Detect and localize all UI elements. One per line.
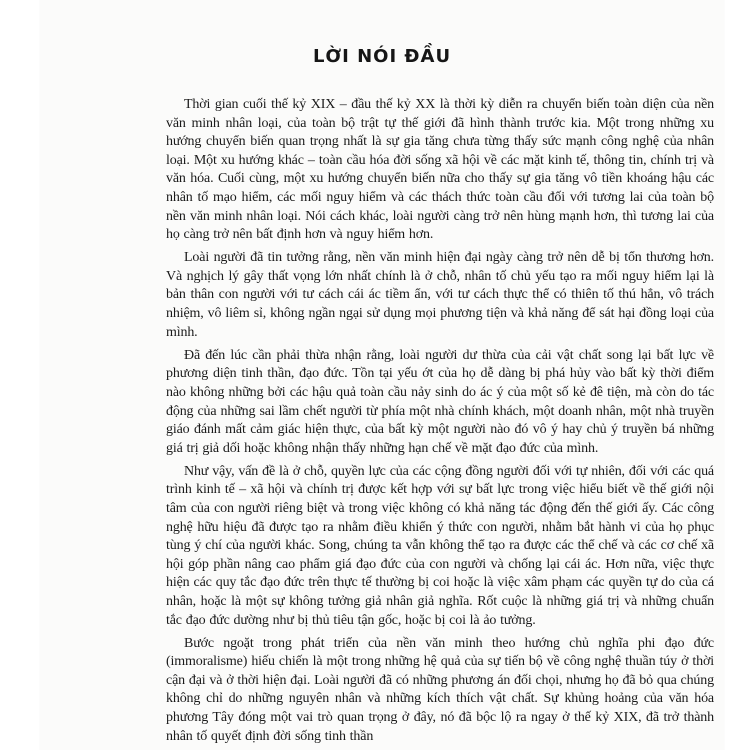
paragraph-5: Bước ngoặt trong phát triển của nền văn minh theo hướng chủ nghĩa phi đạo đức (immoralisme) hiếu chiến là một trong những hệ quả của sự tiến bộ về công nghệ thuần túy ở thời cận đại và ở thời hiện đại. Loài người đã có những phương án đối chọi, nhưng họ đã bỏ qua chúng không chỉ do những nguyên nhân và những kích thích vật chất. Sự khủng hoảng của văn hóa phương Tây đóng một vai trò quan trọng ở đây, nó đã bộc lộ ra ngay ở thế kỷ XIX, đã trở thành nhân tố quyết định đời sống tinh thần <box>166 635 714 744</box>
page-title: LỜI NÓI ĐẦU <box>312 46 452 67</box>
body-text <box>166 96 714 750</box>
paragraph-4: Như vậy, vấn đề là ở chỗ, quyền lực của các cộng đồng người đối với tự nhiên, đối với các quá trình kinh tế – xã hội và chính trị được kết hợp với sự bất lực trong việc hiểu biết về thế giới nội tâm của con người riêng biệt và trong việc không có khả năng tác động đến thế giới ấy. Các công nghệ hữu hiệu đã được tạo ra nhằm điều khiển ý thức con người, nhằm bắt hành vi của họ phục tùng ý chí của người khác. Song, chúng ta vẫn không thể tạo ra được các thể chế và các cơ chế xã hội góp phần nâng cao phẩm giá đạo đức của con người và chống lại cái ác. Hơn nữa, việc thực hiện các quy tắc đạo đức trên thực tế thường bị coi hoặc là việc xâm phạm các quyền tự do của cá nhân, hoặc là một sự không tưởng giả nhân giả nghĩa. Rốt cuộc là những giá trị và những chuẩn tắc đạo đức dường như bị thủ tiêu tận gốc, hoặc bị coi là ảo tưởng. <box>166 463 714 628</box>
paragraph-1: Thời gian cuối thế kỷ XIX – đầu thế kỷ XX là thời kỳ diễn ra chuyển biến toàn diện của nền văn minh nhân loại, của toàn bộ trật tự thế giới đã hình thành trước kia. Một trong những xu hướng chuyển biến quan trọng nhất là sự gia tăng chưa từng thấy sức mạnh công nghệ của nhân loại. Một xu hướng khác – toàn cầu hóa đời sống xã hội về các mặt kinh tế, thông tin, chính trị và văn hóa. Cuối cùng, một xu hướng chuyển biến nữa cho thấy sự gia tăng vô tiền khoáng hậu các nhân tố mạo hiểm, các mối nguy hiểm và các thách thức toàn cầu đối với tương lai của toàn bộ nền văn minh nhân loại. Nói cách khác, loài người càng trở nên hùng mạnh hơn, thì tương lai của họ càng trở nên bất định hơn và nguy hiểm hơn. <box>166 97 714 243</box>
paragraph-2: Loài người đã tin tưởng rằng, nền văn minh hiện đại ngày càng trở nên dễ bị tổn thương hơn. Và nghịch lý gây thất vọng lớn nhất chính là ở chỗ, nhân tố chủ yếu tạo ra mối nguy hiểm lại là bản thân con người với tư cách cái ác tiềm ẩn, với tư cách thực thể có thiên tố thú hẳn, vô trách nhiệm, vô liêm sỉ, không ngần ngại sử dụng mọi phương tiện và khả năng để sát hại đồng loại của mình. <box>166 250 714 340</box>
paragraph-3: Đã đến lúc cần phải thừa nhận rằng, loài người dư thừa của cải vật chất song lại bất lực về phương diện tinh thần, đạo đức. Tồn tại yếu ớt của họ dễ dàng bị phá hủy vào bất kỳ thời điểm nào không những bởi các hậu quả toàn cầu nảy sinh do ác ý của một số kẻ đê tiện, mà còn do tác động của những sai lầm chết người từ phía một nhà chính khách, một doanh nhân, một nhà truyền giáo đánh mất cảm giác hiện thực, của bất kỳ một người nào đó vô ý hay chủ ý truyền bá những giá trị giả dối hoặc không nhận thấy những hạn chế về mặt đạo đức của mình. <box>166 347 714 456</box>
book-page <box>40 0 724 750</box>
